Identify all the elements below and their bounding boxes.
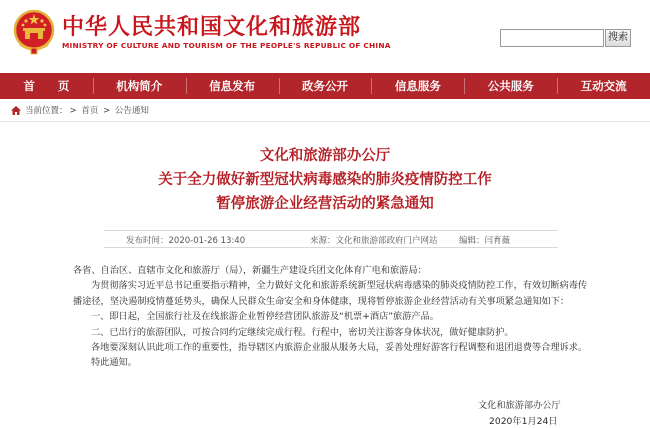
article-editor: 编辑：闫育薇 [459, 236, 511, 246]
nav-item-info-service[interactable]: 信息服务 [371, 73, 464, 99]
breadcrumb-sep: > [69, 106, 77, 116]
main-nav [0, 73, 650, 99]
national-emblem-icon[interactable] [12, 8, 56, 56]
signature-date: 2020年1月24日 [489, 416, 558, 427]
breadcrumb-sep: > [103, 106, 111, 116]
article-title-line-2: 暂停旅游企业经营活动的紧急通知 [216, 196, 434, 212]
nav-item-interaction[interactable]: 互动交流 [557, 73, 650, 99]
breadcrumb-trail [25, 104, 151, 118]
body-paragraph: 各地要深刻认识此项工作的重要性，指导辖区内旅游企业服从服务大局，妥善处理好游客行程调整和退团退费等合理诉求。 [91, 342, 588, 354]
breadcrumb [0, 104, 650, 122]
publish-time: 发布时间：2020-01-26 13:40 [126, 236, 246, 246]
salutation: 各省、自治区、直辖市文化和旅游厅（局），新疆生产建设兵团文化体育广电和旅游局： [73, 265, 427, 276]
article-meta [104, 230, 558, 248]
article-issuer: 文化和旅游部办公厅 [259, 148, 391, 164]
breadcrumb-section-link[interactable]: 公告通知 [114, 106, 149, 116]
article-body [73, 263, 589, 371]
article-title-line-1: 关于全力做好新型冠状病毒感染的肺炎疫情防控工作 [158, 172, 492, 188]
nav-item-home[interactable]: 首 页 [23, 79, 70, 93]
site-title: 中华人民共和国文化和旅游部 [62, 15, 362, 40]
nav-item-public-service[interactable]: 公共服务 [464, 73, 557, 99]
body-paragraph: 为贯彻落实习近平总书记重要指示精神，全力做好文化和旅游系统新型冠状病毒感染的肺炎疫情防控工作，有效切断病毒传播途径，坚决遏制疫情蔓延势头，确保人民群众生命安全和身体健康，现将暂停旅游企业经营活动有关事项紧急通知如下： [73, 280, 588, 307]
closing-line: 特此通知。 [91, 357, 137, 369]
nav-item-disclosure[interactable]: 政务公开 [279, 73, 372, 99]
body-item-1: 一、即日起，全国旅行社及在线旅游企业暂停经营团队旅游及“机票+酒店”旅游产品。 [91, 311, 439, 323]
body-item-2: 二、已出行的旅游团队，可按合同约定继续完成行程。行程中，密切关注游客身体状况，做好健康防护。 [91, 326, 514, 338]
article-heading [0, 144, 650, 216]
home-icon [11, 106, 21, 115]
search-button[interactable]: 搜索 [605, 29, 631, 47]
search-input[interactable] [500, 29, 604, 47]
signature-issuer: 文化和旅游部办公厅 [478, 400, 561, 411]
breadcrumb-prefix: 当前位置： [25, 106, 68, 116]
breadcrumb-home-link[interactable]: 首页 [81, 106, 99, 116]
article-source: 来源：文化和旅游部政府门户网站 [310, 236, 438, 246]
nav-item-about[interactable]: 机构简介 [93, 73, 186, 99]
site-subtitle-en: MINISTRY OF CULTURE AND TOURISM OF THE PEOPLE'S REPUBLIC OF CHINA [62, 41, 391, 50]
site-header [0, 0, 650, 68]
nav-item-news[interactable]: 信息发布 [186, 73, 279, 99]
